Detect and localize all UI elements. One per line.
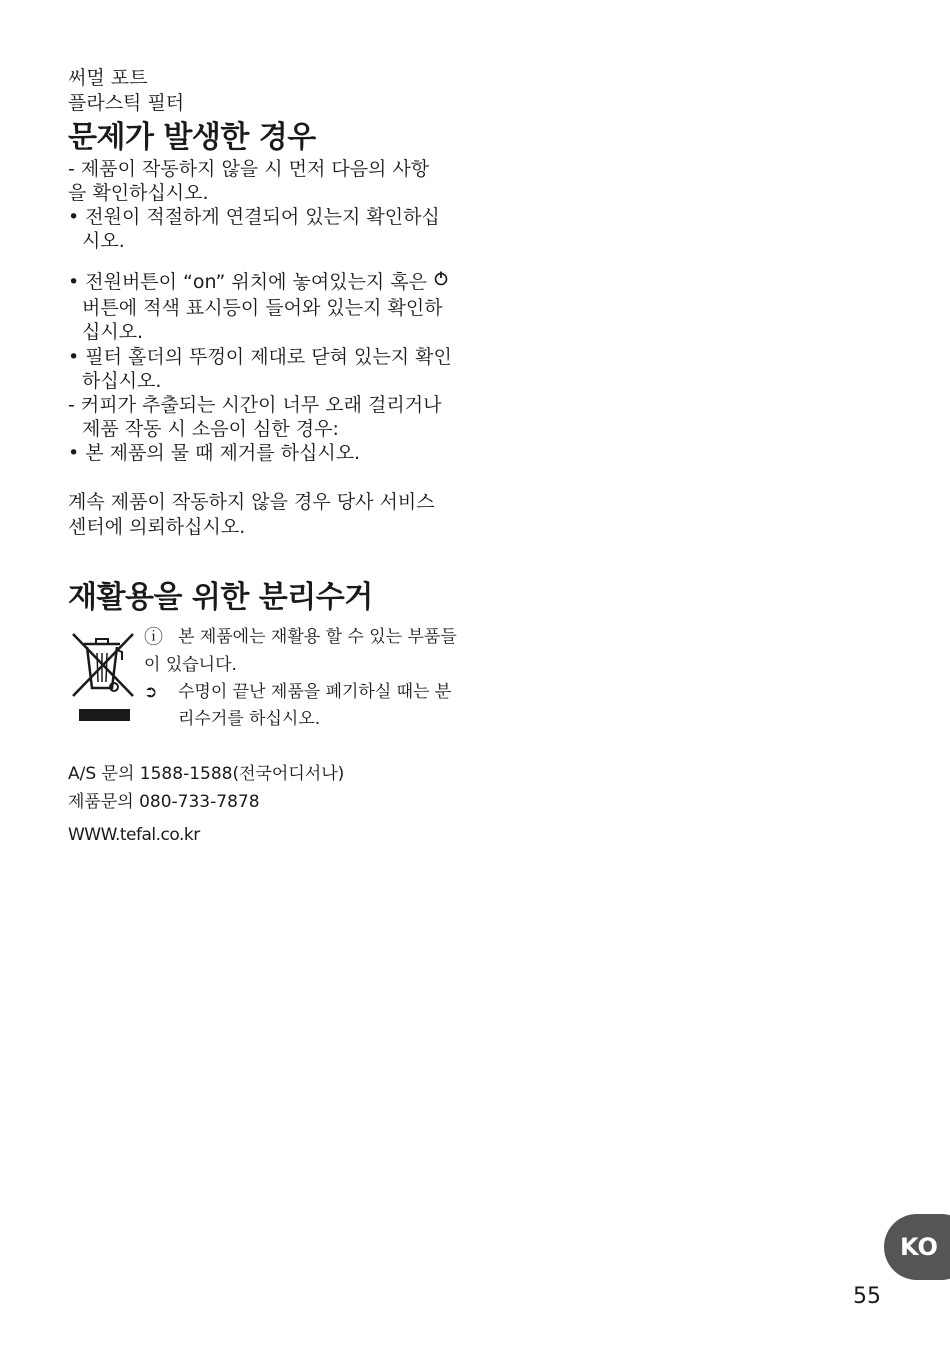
bullet-filter-line-2: 하십시오. [82, 370, 162, 392]
info-line-2: 이 있습니다. [144, 655, 237, 675]
intro-line-2: 을 확인하십시오. [68, 182, 209, 204]
item-thermal-pot: 써멀 포트 [68, 67, 148, 89]
product-contact: 제품문의 080-733-7878 [68, 792, 260, 812]
info-line-1: 본 제품에는 재활용 할 수 있는 부품들 [178, 627, 457, 647]
dash-slow-brew-line-1: - 커피가 추출되는 시간이 너무 오래 걸리거나 [68, 394, 442, 416]
bullet-descale: • 본 제품의 물 때 제거를 하십시오. [68, 442, 361, 464]
bullet-button-line-3: 십시오. [82, 321, 144, 343]
dash-slow-brew-line-2: 제품 작동 시 소음이 심한 경우: [82, 418, 339, 440]
website-link[interactable]: WWW.tefal.co.kr [68, 825, 200, 845]
language-tab-label: KO [900, 1233, 938, 1261]
arrow-right-icon: ➲ [144, 682, 158, 701]
info-icon: ⓘ [144, 626, 164, 648]
bullet-power-line-1: • 전원이 적절하게 연결되어 있는지 확인하십 [68, 206, 440, 228]
recycling-heading: 재활용을 위한 분리수거 [68, 580, 373, 615]
disposal-line-2: 리수거를 하십시오. [178, 709, 321, 729]
troubleshooting-heading: 문제가 발생한 경우 [68, 120, 316, 155]
power-button-icon [433, 270, 449, 286]
language-tab [884, 1214, 950, 1280]
closing-line-1: 계속 제품이 작동하지 않을 경우 당사 서비스 [68, 491, 435, 513]
disposal-line-1: 수명이 끝난 제품을 폐기하실 때는 분 [178, 682, 452, 702]
weee-crossed-bin-icon [70, 630, 136, 722]
intro-line-1: - 제품이 작동하지 않을 시 먼저 다음의 사항 [68, 158, 430, 180]
bullet-button-line-1: • 전원버튼이 “on” 위치에 놓여있는지 혹은 [68, 271, 428, 293]
as-contact: A/S 문의 1588-1588(전국어디서나) [68, 764, 345, 784]
bullet-power-line-2: 시오. [82, 230, 125, 252]
item-plastic-filter: 플라스틱 필터 [68, 92, 185, 114]
bullet-filter-line-1: • 필터 홀더의 뚜껑이 제대로 닫혀 있는지 확인 [68, 346, 452, 368]
bullet-button-line-2: 버튼에 적색 표시등이 들어와 있는지 확인하 [82, 297, 443, 319]
closing-line-2: 센터에 의뢰하십시오. [68, 516, 246, 538]
page-number: 55 [853, 1284, 881, 1309]
